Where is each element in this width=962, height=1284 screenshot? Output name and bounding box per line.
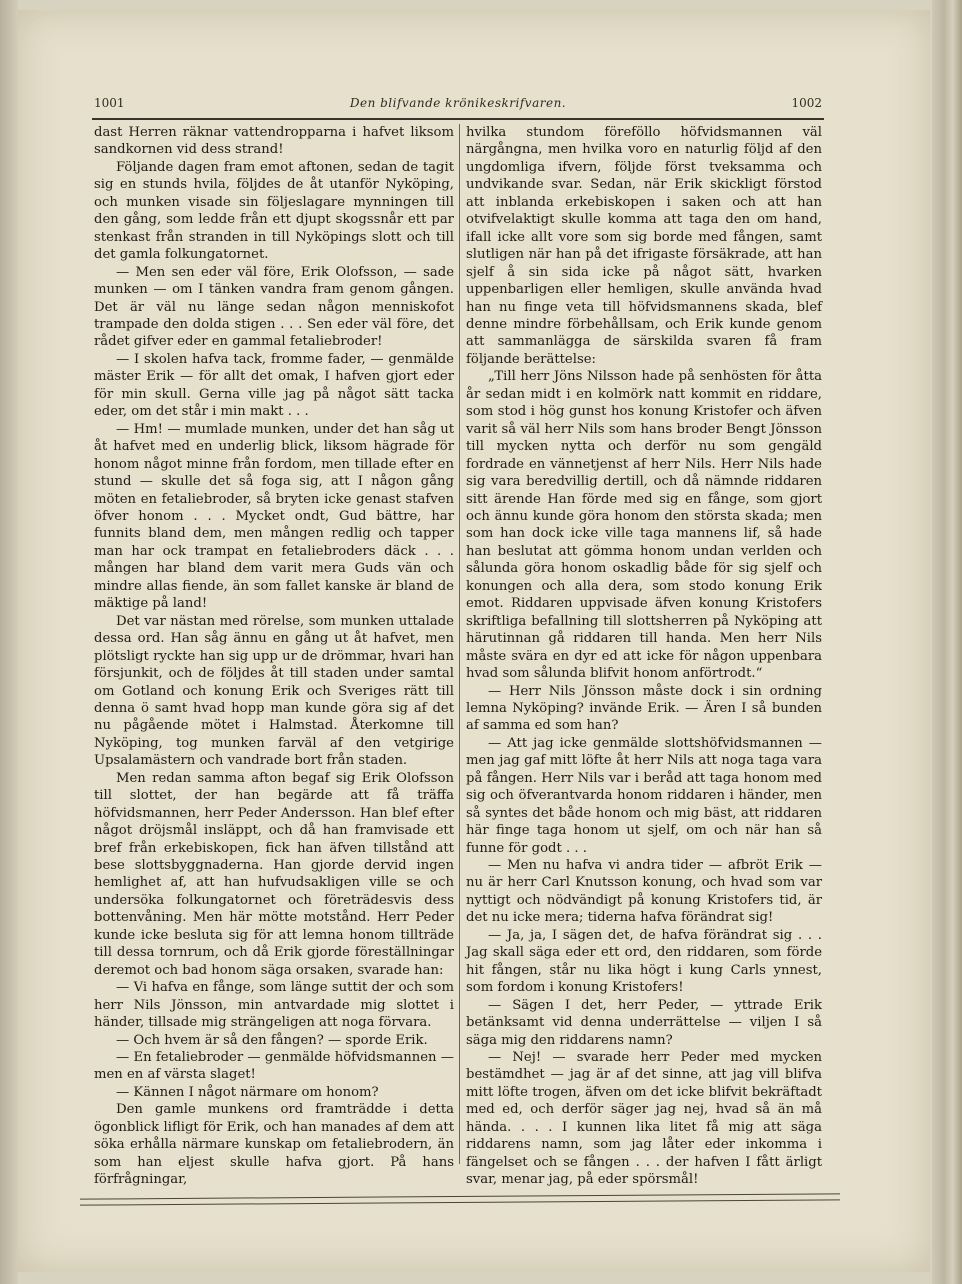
right-column: [466, 124, 822, 1189]
paragraph: hvilka stundom föreföllo höfvidsmannen väl närgångna, men hvilka voro en naturlig följd af den ungdomliga ifvern, följde först tveksamma och undvikande svar. Sedan, när Erik skickligt förstod att inblanda erkebiskopen i saken och att han otvifvelaktigt skulle komma att taga den om hand, ifall icke allt vore som sig borde med fången, samt slutligen när han på det ifrigaste försäkrade, att han sjelf å sin sida icke på något sätt, hvarken uppenbarligen eller hemligen, skulle använda hvad han nu finge veta till höfvidsmannens skada, blef denne mindre förbehållsam, och Erik kunde genom att sammanlägga de särskilda svaren få fram följande berättelse:: [466, 125, 822, 367]
left-column: [94, 124, 454, 1189]
paragraph: — Ja, ja, I sägen det, de hafva förändrat sig . . . Jag skall säga eder ett ord, den riddaren, som förde hit fången, står nu lika högt i kung Carls ynnest, som fordom i konung Kristofers!: [466, 927, 822, 996]
paragraph: — Vi hafva en fånge, som länge suttit der och som herr Nils Jönsson, min antvardade mig slottet i händer, tillsade mig strängeligen att noga förvara.: [94, 980, 454, 1031]
paragraph: — Kännen I något närmare om honom?: [116, 1084, 379, 1100]
paragraph: — Sägen I det, herr Peder, — yttrade Erik betänksamt vid denna underrättelse — viljen I så säga mig den riddarens namn?: [466, 997, 822, 1048]
paragraph: — Att jag icke genmälde slottshöfvidsmannen — men jag gaf mitt löfte åt herr Nils att noga taga vara på fången. Herr Nils var i beråd att taga honom med sig och öfverantvarda honom riddaren i händer, men så syntes det både honom och mig bäst, att riddaren här finge taga honom ut sjelf, om och när han så funne för godt . . .: [466, 735, 822, 856]
paragraph: dast Herren räknar vattendropparna i hafvet liksom sandkornen vid dess strand!: [94, 125, 454, 158]
paragraph: — Nej! — svarade herr Peder med mycken bestämdhet — jag är af det sinne, att jag vill blifva mitt löfte trogen, äfven om det icke blifvit bekräftadt med ed, och derför säger jag nej, hvad så än må hända. . . . I kunnen lika litet få mig att säga riddarens namn, som jag låter eder inkomma i fängelset och se fången . . . der hafven I fått ärligt svar, menar jag, på eder spörsmål!: [466, 1050, 822, 1188]
paragraph: — Men nu hafva vi andra tider — afbröt Erik — nu är herr Carl Knutsson konung, och hvad som var nyttigt och nödvändigt på konung Kristofers tid, är det nu icke mera; tiderna hafva förändrat sig!: [466, 858, 822, 926]
header-rule: [92, 118, 824, 120]
paragraph: — En fetaliebroder — genmälde höfvidsmannen — men en af värsta slaget!: [94, 1050, 454, 1083]
page-number-right: 1002: [791, 96, 822, 110]
paragraph: „Till herr Jöns Nilsson hade på senhösten för åtta år sedan midt i en kolmörk natt kommit en riddare, som stod i hög gunst hos konung Kristofer och äfven varit så väl herr Nils som hans broder Bengt Jönsson till mycken nytta och derför nu som gengäld fordrade en vännetjenst af herr Nils. Herr Nils hade sig vara beredvillig dertill, och då nämnde riddaren sitt ärende Han förde med sig en fånge, som gjort och ännu kunde göra honom den största skada; men som han dock icke ville taga mannens lif, så hade han beslutat att gömma honom undan verlden och sålunda göra honom oskadlig både för sig sjelf och konungen och alla dera, som stodo konung Erik emot. Riddaren uppvisade äfven konung Kristofers skriftliga befallning till slottsherren på Nyköping att härutinnan gå riddaren till handa. Men herr Nils måste svära en dyr ed att icke för någon uppenbara hvad som sålunda blifvit honom anförtrodt.“: [466, 369, 822, 682]
running-title: Den blifvande krönikeskrifvaren.: [349, 96, 567, 110]
running-header: [94, 96, 822, 114]
page-right-edge: [932, 0, 962, 1284]
paragraph: — Men sen eder väl före, Erik Olofsson, — sade munken — om I tänken vandra fram genom gången. Det är väl nu länge sedan någon menniskofot trampade den dolda stigen . . . Sen eder väl före, det rådet gifver eder en gammal fetaliebroder!: [94, 264, 454, 350]
paragraph: Följande dagen fram emot aftonen, sedan de tagit sig en stunds hvila, följdes de åt utanför Nyköping, och munken visade sin följeslagare mynningen till den gång, som ledde från ett djupt skogssnår ett par stenkast från stranden in till Nyköpings slott och till det gamla folkungatornet.: [94, 159, 454, 263]
paragraph: Det var nästan med rörelse, som munken uttalade dessa ord. Han såg ännu en gång ut åt hafvet, men plötsligt ryckte han sig upp ur de drömmar, hvari han försjunkit, och de följdes åt till staden under samtal om Gotland och konung Erik och Sveriges rätt till denna ö samt hvad hopp man kunde göra sig af det nu pågående mötet i Halmstad. Återkomne till Nyköping, tog munken farväl af den vetgirige Upsalamästern och vandrade bort från staden.: [94, 613, 454, 769]
page-number-left: 1001: [94, 96, 125, 110]
page-left-edge: [0, 0, 18, 1284]
paragraph: — Hm! — mumlade munken, under det han såg ut åt hafvet med en underlig blick, liksom hägrade för honom något minne från fordom, men tillade efter en stund — skulle det så foga sig, att I någon gång möten en fetaliebroder, så bryten icke genast stafven öfver honom . . . Mycket ondt, Gud bättre, har funnits bland dem, men mången redlig och tapper man har ock trampat en fetaliebroders däck . . . mången har bland dem varit mera Guds vän och mindre allas fiende, än som fallet kanske är bland de mäktige på land!: [94, 421, 454, 612]
column-divider: [459, 124, 460, 1164]
paragraph: — Och hvem är så den fången? — sporde Erik.: [116, 1032, 428, 1048]
paragraph: Den gamle munkens ord framträdde i detta ögonblick lifligt för Erik, och han manades af dem att söka erhålla närmare kunskap om fetaliebrodern, än som han eljest skulle hafva gjort. På hans förfrågningar,: [94, 1102, 454, 1188]
paragraph: — I skolen hafva tack, fromme fader, — genmälde mäster Erik — för allt det omak, I hafven gjort eder för min skull. Gerna ville jag på något sätt tacka eder, om det står i min makt . . .: [94, 351, 454, 420]
paragraph: — Herr Nils Jönsson måste dock i sin ordning lemna Nyköping? invände Erik. — Ären I så bunden af samma ed som han?: [466, 683, 822, 734]
paragraph: Men redan samma afton begaf sig Erik Olofsson till slottet, der han begärde att få träffa höfvidsmannen, herr Peder Andersson. Han blef efter något dröjsmål insläppt, och då han framvisade ett bref från erkebiskopen, fick han äfven tillstånd att bese slottsbyggnaderna. Han gjorde dervid ingen hemlighet af, att han hufvudsakligen ville se och undersöka folkungatornet och företrädesvis dess bottenvåning. Men här mötte motstånd. Herr Peder kunde icke besluta sig för att lemna honom tillträde till dessa tornrum, och då Erik gjorde föreställningar deremot och bad honom säga orsaken, svarade han:: [94, 770, 454, 978]
